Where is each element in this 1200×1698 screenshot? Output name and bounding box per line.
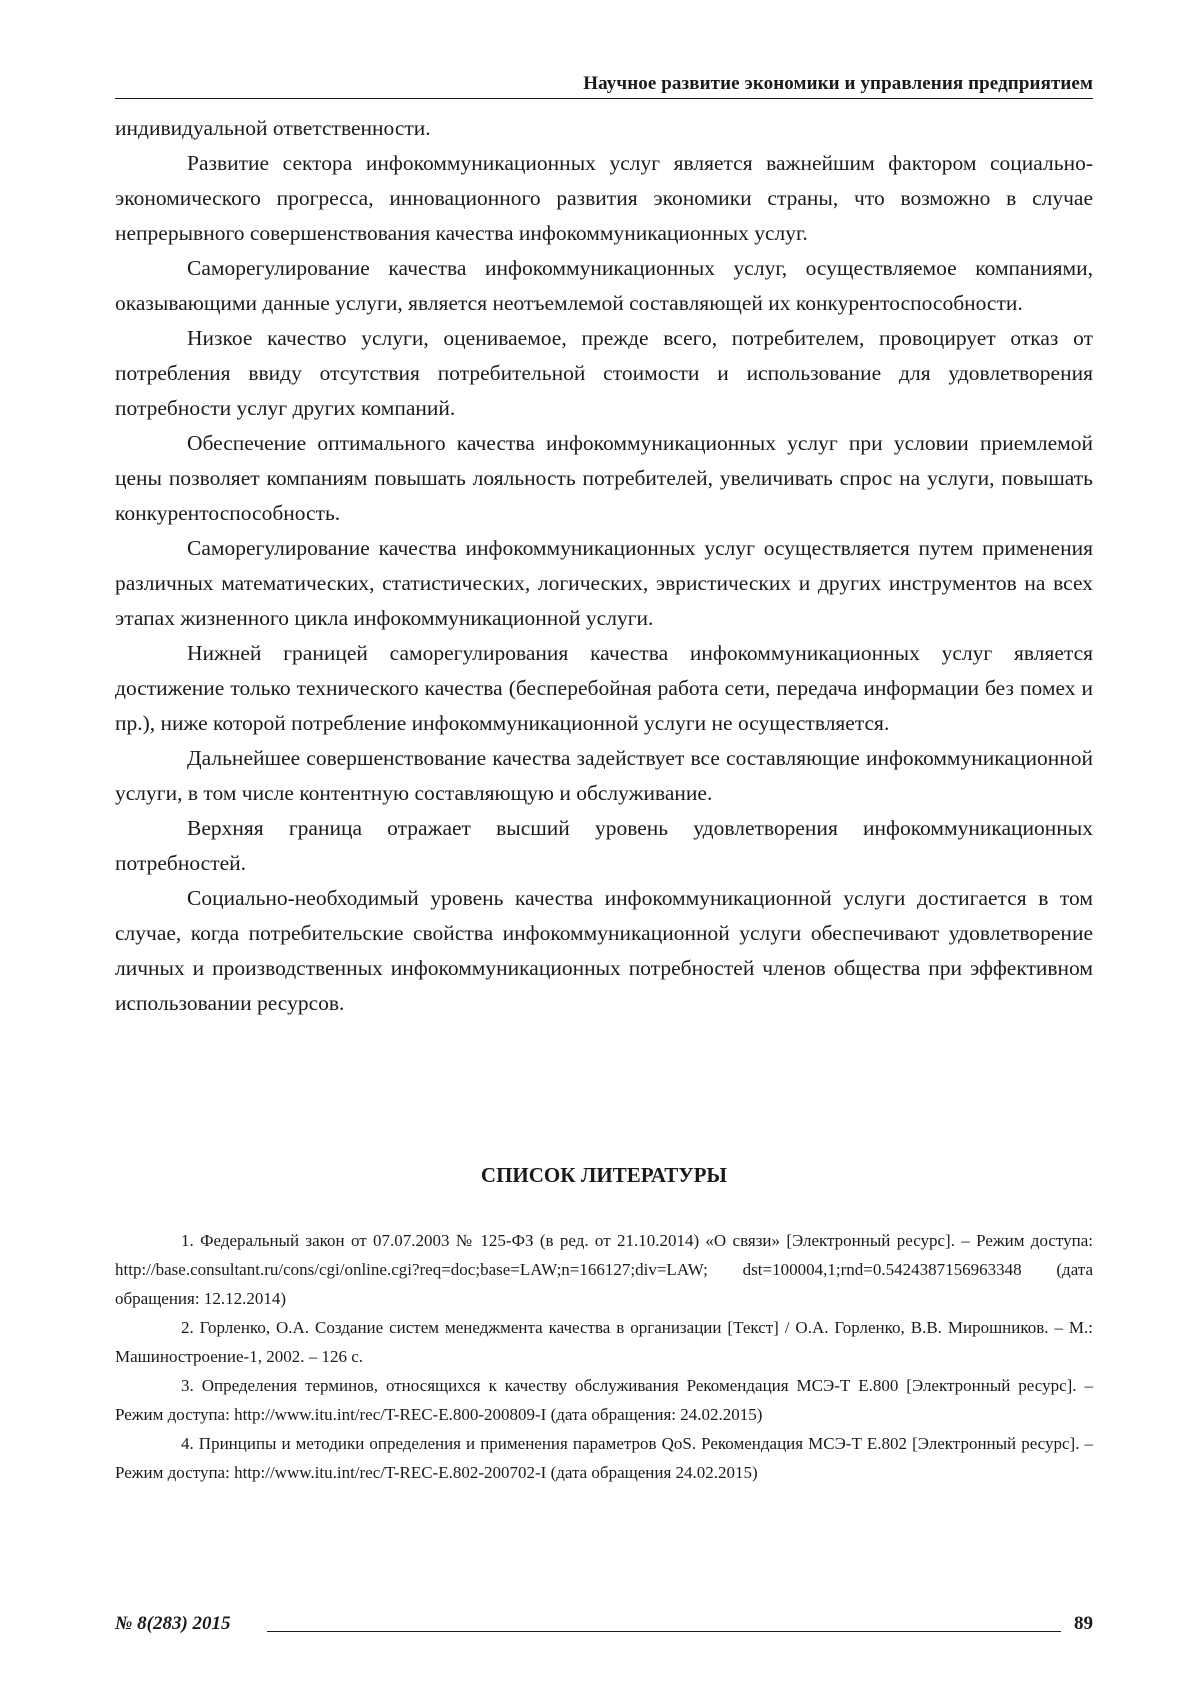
journal-page — [115, 0, 1093, 1698]
article-body — [115, 111, 1093, 1021]
page-footer — [115, 1609, 1093, 1639]
issue-number: № 8(283) 2015 — [115, 1609, 231, 1639]
body-paragraph: Обеспечение оптимального качества инфокоммуникационных услуг при условии приемлемой цены позволяет компаниям повышать лояльность потребителей, увеличивать спрос на услуги, повышать конкурентоспособность. — [115, 426, 1093, 531]
references-title: СПИСОК ЛИТЕРАТУРЫ — [115, 1160, 1093, 1190]
header-rule — [115, 98, 1093, 99]
body-paragraph: индивидуальной ответственности. — [115, 111, 1093, 146]
reference-item: 1. Федеральный закон от 07.07.2003 № 125-ФЗ (в ред. от 21.10.2014) «О связи» [Электронный ресурс]. – Режим доступа: http://base.consultant.ru/cons/cgi/online.cgi?req=doc;base=LAW;n=166127;div=LAW; dst=100004,1;rnd=0.5424387156963348 (дата обращения: 12.12.2014) — [115, 1226, 1093, 1313]
running-header: Научное развитие экономики и управления предприятием — [115, 72, 1093, 96]
reference-item: 4. Принципы и методики определения и применения параметров QoS. Рекомендация МСЭ-Т Е.802 [Электронный ресурс]. – Режим доступа: http://www.itu.int/rec/T-REC-E.802-200702-I (дата обращения 24.02.2015) — [115, 1429, 1093, 1487]
body-paragraph: Дальнейшее совершенствование качества задействует все составляющие инфокоммуникационной услуги, в том числе контентную составляющую и обслуживание. — [115, 741, 1093, 811]
body-paragraph: Саморегулирование качества инфокоммуникационных услуг, осуществляемое компаниями, оказывающими данные услуги, является неотъемлемой составляющей их конкурентоспособности. — [115, 251, 1093, 321]
references-list — [115, 1226, 1093, 1487]
footer-rule — [267, 1631, 1061, 1632]
reference-item: 2. Горленко, О.А. Создание систем менеджмента качества в организации [Текст] / О.А. Горленко, В.В. Мирошников. – М.: Машиностроение-1, 2002. – 126 с. — [115, 1313, 1093, 1371]
body-paragraph: Низкое качество услуги, оцениваемое, прежде всего, потребителем, провоцирует отказ от потребления ввиду отсутствия потребительной стоимости и использование для удовлетворения потребности услуг других компаний. — [115, 321, 1093, 426]
body-paragraph: Верхняя граница отражает высший уровень удовлетворения инфокоммуникационных потребностей. — [115, 811, 1093, 881]
page-number: 89 — [1074, 1609, 1093, 1639]
body-paragraph: Развитие сектора инфокоммуникационных услуг является важнейшим фактором социально-экономического прогресса, инновационного развития экономики страны, что возможно в случае непрерывного совершенствования качества инфокоммуникационных услуг. — [115, 146, 1093, 251]
body-paragraph: Саморегулирование качества инфокоммуникационных услуг осуществляется путем применения различных математических, статистических, логических, эвристических и других инструментов на всех этапах жизненного цикла инфокоммуникационной услуги. — [115, 531, 1093, 636]
body-paragraph: Нижней границей саморегулирования качества инфокоммуникационных услуг является достижение только технического качества (бесперебойная работа сети, передача информации без помех и пр.), ниже которой потребление инфокоммуникационной услуги не осуществляется. — [115, 636, 1093, 741]
body-paragraph: Социально-необходимый уровень качества инфокоммуникационной услуги достигается в том случае, когда потребительские свойства инфокоммуникационной услуги обеспечивают удовлетворение личных и производственных инфокоммуникационных потребностей членов общества при эффективном использовании ресурсов. — [115, 881, 1093, 1021]
reference-item: 3. Определения терминов, относящихся к качеству обслуживания Рекомендация МСЭ-Т Е.800 [Электронный ресурс]. – Режим доступа: http://www.itu.int/rec/T-REC-E.800-200809-I (дата обращения: 24.02.2015) — [115, 1371, 1093, 1429]
